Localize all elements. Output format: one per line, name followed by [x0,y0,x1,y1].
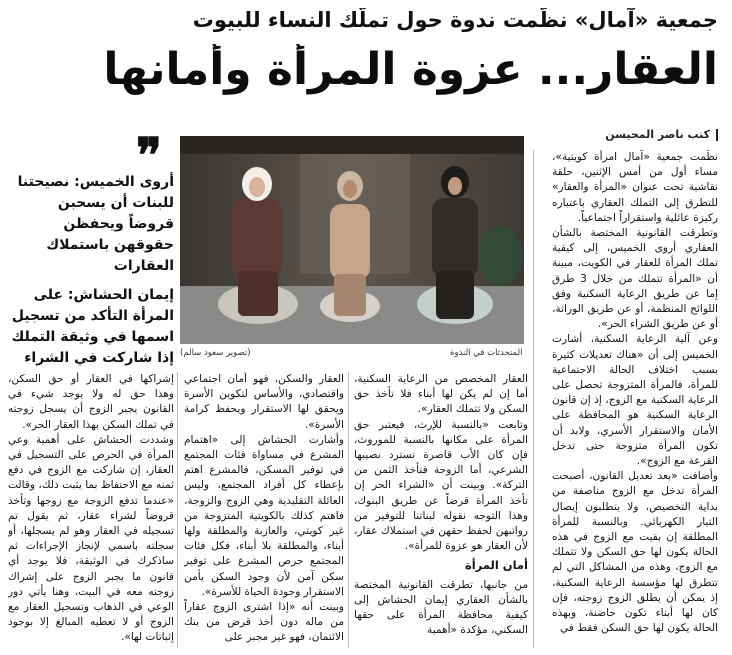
pull-quote: إيمان الحشاش: على المرأة التأكد من تسجيل اسمها في وثيقة التملك إذا شاركت في الشراء [11,287,174,366]
pull-quote: أروى الخميس: نصيحتنا للبنات أن يسحبن قروضاً ويحفظن حقوقهن باستملاك العقارات [17,174,174,274]
event-photo [180,136,524,344]
paragraph: إشراكها في العقار أو حق السكن، وهذا حق له ولا يوجد شيء في القانون يجبر الزوج أن يسجل زوجته في تملك السكن بهذا العقار الحر». [8,373,174,431]
paragraph: العقار والسكن، فهو أمان اجتماعي واقتصادي، والأساس لتكوين الأسرة ويحقق لها الاستقرار ويحفظ كرامة الأسرة». [184,373,344,431]
column-divider [177,372,178,648]
article-column-2 [184,372,344,648]
paragraph: من جانبها، تطرقت القانونية المختصة بالشأن العقاري إيمان الحشاش إلى كيفية محافظة المرأة على حقها السكني، مؤكدة «أهمية [354,578,528,637]
paragraph: وبينت أنه «إذا اشترى الزوج عقاراً من ماله دون أخذ قرض من بنك الائتمان، فهو غير مجبر على [184,601,344,644]
column-divider [533,150,534,648]
paragraph: وتطرقت القانونية المختصة بالشأن العقاري أروى الخميس، إلى كيفية تملك المرأة للعقار في الكويت، مبينة أن «المرأة تتملك من خلال 3 طرق إما عن طريق الرعاية السكنية وفق اللوائح المنظمة، أو عن طريق الوراثة، أو عن طريق الشراء الحر». [552,227,718,331]
article-column-right [552,150,718,648]
pull-quote-box [8,128,176,366]
article-column-1 [8,372,174,648]
paragraph: العقار المخصص من الرعاية السكنية، أما إن لم يكن لها أبناء فلا تأخذ حق السكن ولا تتملك العقار». [354,373,528,416]
article-column-3 [354,372,528,648]
paragraph: وعن آلية الرعاية السكنية، أشارت الخميس إلى أن «هناك تعديلات كثيرة بسبب اختلاف الحالة الاجتماعية للمرأة، فالمرأة المتزوجة تحصل على الرعاية السكنية مع الزوج، إذ إن قانون الرعاية السكنية هو المحافظة على الأمان والاستقرار الأسري، ولابد أن تكون المرأة متزوجة حتى تدخل القرعة مع الزوج». [552,333,718,468]
speakers-photo-illustration [180,136,524,344]
byline [605,128,718,141]
quote-mark-icon: ❞ [136,128,162,184]
byline-text: كتب ناصر المحيسن [605,128,710,141]
photo-caption: المتحدثات في الندوة [450,348,523,358]
paragraph: نظّمت جمعية «آمال امرأة كويتية»، مساء أول من أمس الإثنين، حلقة نقاشية تحت عنوان «المرأة والعقار» للتطرق إلى التملك العقاري باعتباره ركيزة عائلية واستقراراً اجتماعياً. [552,151,718,224]
article-kicker: جمعية «آمال» نظّمت ندوة حول تملّك النساء للبيوت [192,8,718,32]
photo-credit: (تصوير سعود سالم) [180,348,251,358]
subheading: أمان المرأة [464,558,528,573]
paragraph: وتابعت «بالنسبة للإرث، فيعتبر حق المرأة على مكانها بالنسبة للموروث، فإن كان الأب قاصرة تسترد نصيبها الشرعي، أما الزوجة فتأخذ الثمن من التركة». وبينت أن «الشراء الحر إن تأخذ المرأة قرضاً عن طريق البنوك، وهذا التوجه نقوله لبناتنا للتوفير من رواتبهن لحفظ حقهن في استملاك عقار، لأن العقار هو عزوة للمرأة». [354,418,528,553]
column-divider [348,372,349,648]
pull-quote-text [8,172,174,377]
paragraph: وأضافت «بعد تعديل القانون، أصبحت المرأة تدخل مع الزوج مناصفة من بداية التخصيص، ولا يتطلبون إيصال التيار الكهربائي. وبالنسبة للمرأة المطلقة إن بقيت مع الزوج في هذه الحالة يكون لها حق السكن ولا تتملك مع الزوج، وهذه من المشاكل التي لم تتطرق لها مؤسسة الرعاية السكنية، إذ يمكن أن يطلق الزوج زوجته، فإن كان لها أبناء تكون حاضنة، وبهذه الحالة يكون لها حق السكن فقط في [552,470,718,635]
paragraph: وشددت الحشاش على أهمية وعي المرأة في الحرص على التسجيل في العقار، إن شاركت مع الزوج في دفع ثمنه مع الاحتفاظ بما يثبت ذلك، وقالت «عندما تدفع الزوجة مع زوجها وتأخذ قروضاً لشراء عقار، ثم يقول تم تسجيله في العقار وهو لم يسجلها، أو سجلته باسمي لإنجاز الإجراءات ثم ساذكرك في الوثيقة، فلا يوجد أي قانون ما يجبر الزوج على إشراك زوجته معه في البيت، وهنا يأتي دور الوعي في الذهاب وتسجيل العقار مع الزوج أو لا تعطيه المبالغ إلا بوجود إثباتات لها». [8,433,174,644]
byline-bar [716,129,718,141]
article-headline: العقار... عزوة المرأة وأمانها [103,44,718,95]
paragraph: وأشارت الحشاش إلى «اهتمام المشرع في مساواة فئات المجتمع في توفير المسكن، فالمشرع اهتم بإعطاء كل أفراد المجتمع، وليس العائلة التقليدية وهي الزوج والزوجة، فاهتم كذلك بالكويتية المتزوجة من غير كويتي، والعازبة والمطلقة ولها أبناء، والمطلقة بلا أبناء، فكل فئات المجتمع حرص المشرع على توفير سكن آمن لأن وجود السكن يأمن الاستقرار وجودة الحياة للأسرة». [184,433,344,598]
